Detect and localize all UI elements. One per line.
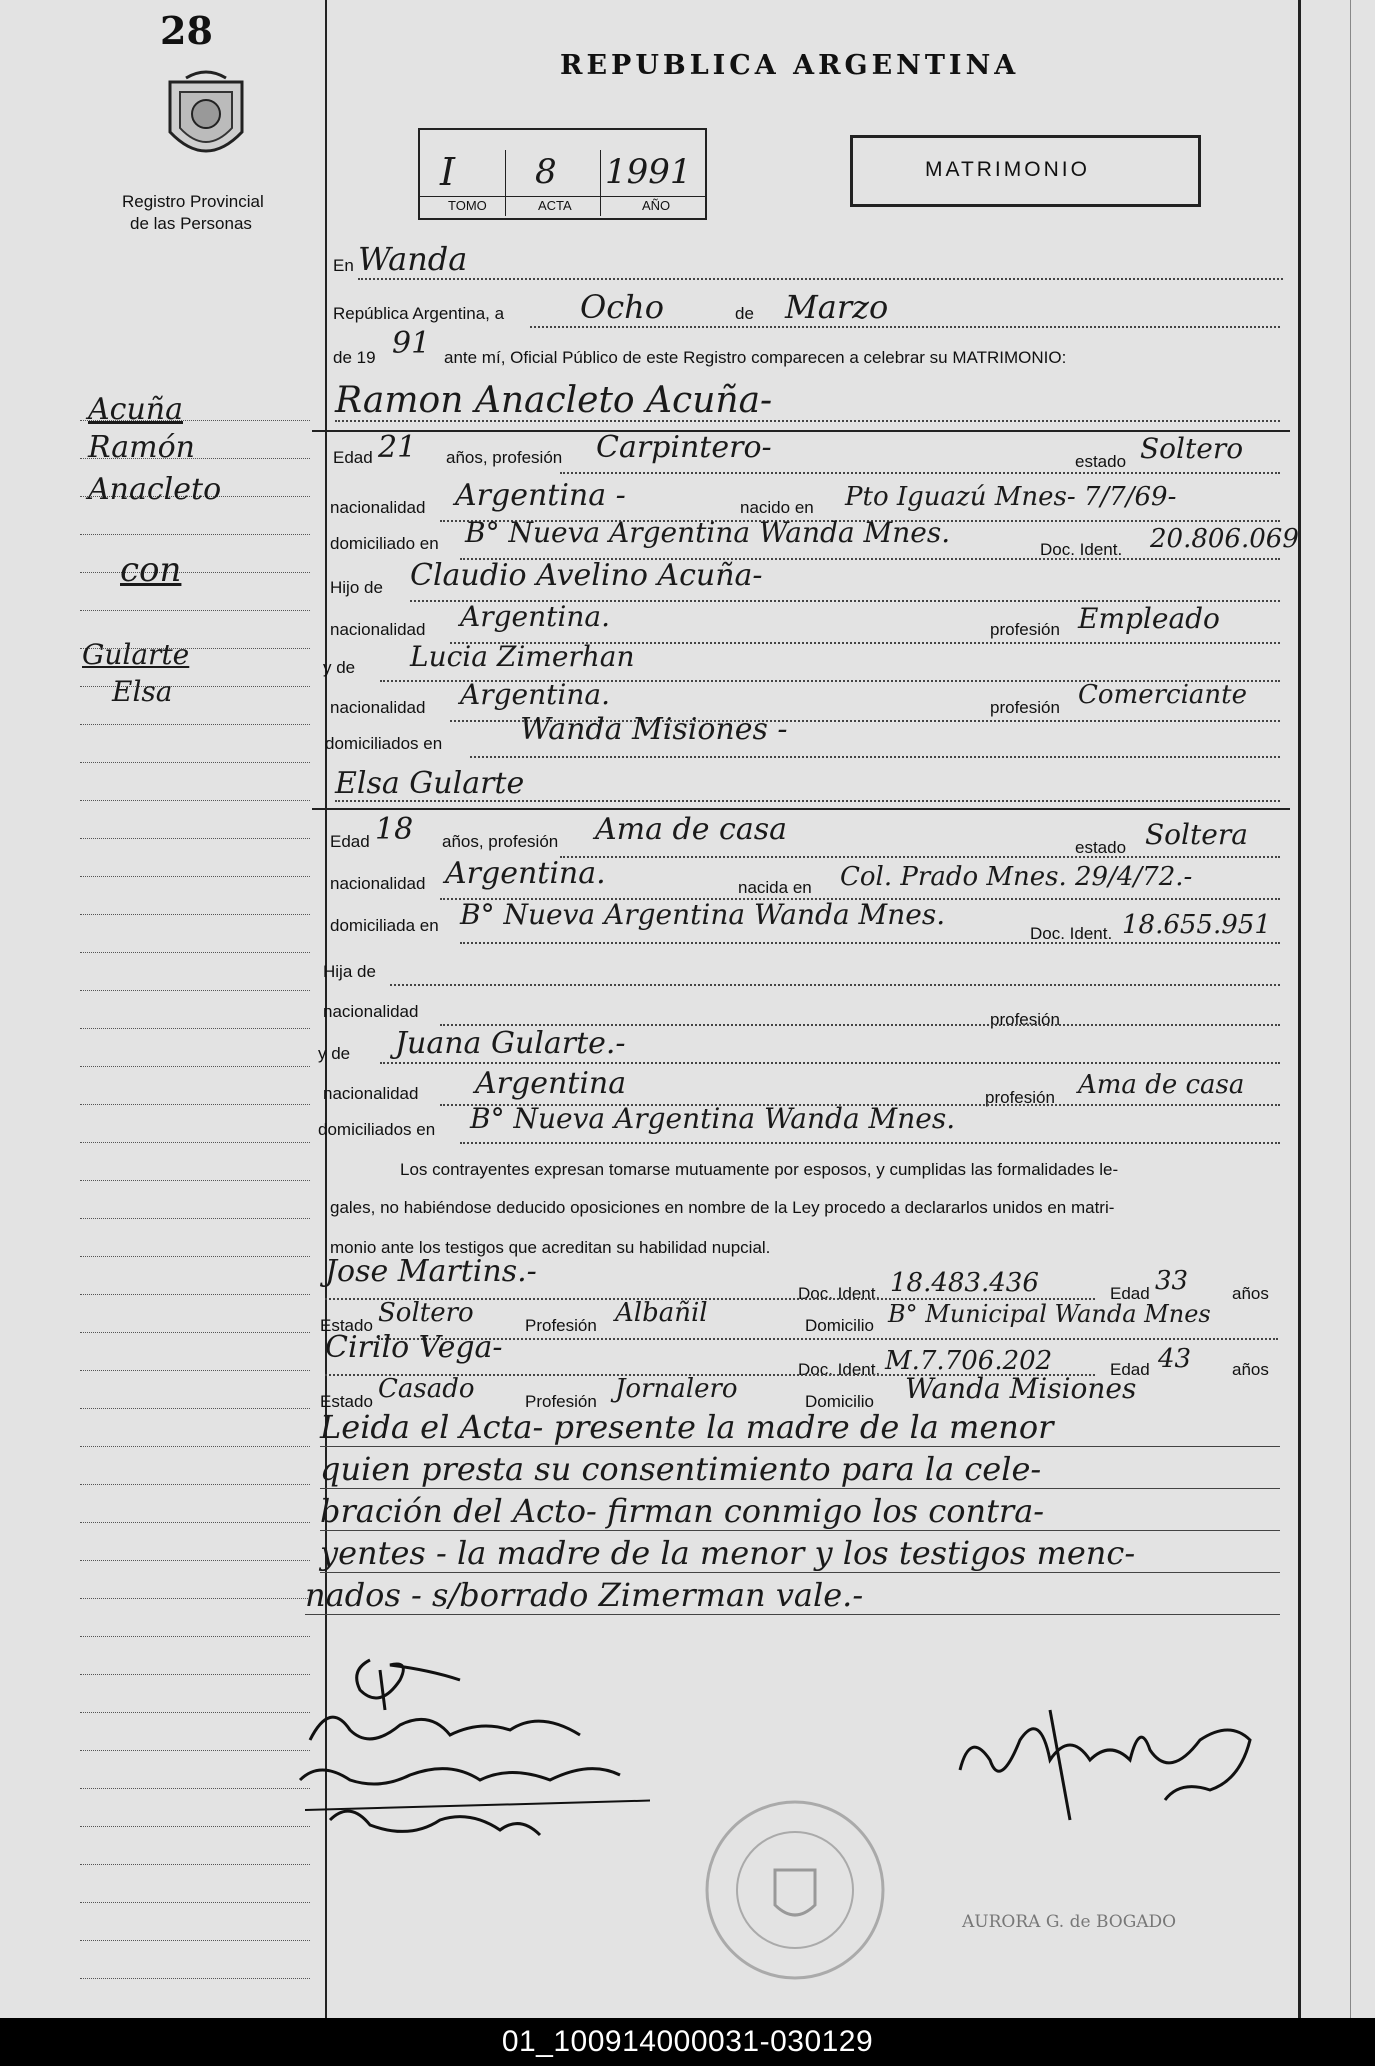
groom-age: 21 xyxy=(378,430,417,465)
witness2-domicile: Wanda Misiones xyxy=(905,1372,1137,1405)
mother-nationality-groom: Argentina. xyxy=(460,678,610,711)
label-bride-nacionalidad: nacionalidad xyxy=(330,874,426,893)
mother-profession-bride: Ama de casa xyxy=(1078,1070,1245,1100)
label-mother-nacionalidad: nacionalidad xyxy=(330,698,426,717)
official-seal-icon xyxy=(700,1790,890,1990)
witness1-doc: 18.483.436 xyxy=(890,1268,1039,1298)
margin-rule xyxy=(80,1180,310,1181)
groom-domicile: B° Nueva Argentina Wanda Mnes. xyxy=(465,516,951,549)
ano-label: AÑO xyxy=(642,198,671,213)
margin-rule xyxy=(80,1788,310,1789)
tomo-value: I xyxy=(440,150,456,194)
label-father-bride-nacionalidad: nacionalidad xyxy=(323,1002,419,1021)
label-domiciliados-en: domiciliados en xyxy=(325,734,443,753)
registry-line-2: de las Personas xyxy=(130,214,252,233)
witness2-doc: M.7.706.202 xyxy=(885,1346,1053,1376)
label-father-profesion: profesión xyxy=(990,620,1060,639)
groom-status: Soltero xyxy=(1140,432,1244,465)
label-republica: República Argentina, a xyxy=(333,304,505,323)
groom-parents-domicile: Wanda Misiones - xyxy=(520,712,788,747)
acta-value: 8 xyxy=(535,152,557,192)
line-place xyxy=(358,278,1283,280)
margin-rule xyxy=(80,838,310,839)
father-profession: Empleado xyxy=(1078,602,1220,635)
groom-doc: 20.806.069 xyxy=(1150,524,1299,554)
margin-rule xyxy=(80,1446,310,1447)
label-anos-profesion: años, profesión xyxy=(446,448,563,467)
label-de: de xyxy=(735,304,754,323)
day: Ocho xyxy=(580,288,665,326)
groom-nationality: Argentina - xyxy=(455,478,626,513)
label-nacida-en: nacida en xyxy=(738,878,812,897)
mother-name-bride: Juana Gularte.- xyxy=(395,1026,626,1061)
bride-rule xyxy=(312,808,1290,810)
margin-rule xyxy=(80,762,310,763)
witness1-domicile: B° Municipal Wanda Mnes xyxy=(888,1300,1211,1328)
record-id-box xyxy=(418,128,707,220)
note-line-3: bración del Acto- firman conmigo los contra- xyxy=(320,1492,1045,1530)
note-rule-5 xyxy=(305,1614,1280,1615)
witness1-profession: Albañil xyxy=(615,1298,708,1328)
signatures-left xyxy=(290,1640,650,1900)
bride-profession: Ama de casa xyxy=(595,812,787,847)
margin-rule xyxy=(80,1598,310,1599)
line-groom-parents-dom xyxy=(470,756,1280,758)
note-rule-3 xyxy=(320,1530,1280,1531)
father-name: Claudio Avelino Acuña- xyxy=(410,558,763,593)
witness1-name: Jose Martins.- xyxy=(325,1254,537,1289)
year-suffix: 91 xyxy=(392,326,431,361)
line-bride-edad xyxy=(560,856,1280,858)
mother-profession-groom: Comerciante xyxy=(1078,680,1247,710)
label-father-bride-profesion: profesión xyxy=(990,1010,1060,1029)
margin-rule xyxy=(80,1560,310,1561)
label-w2-anos: años xyxy=(1232,1360,1269,1379)
label-w2-profesion: Profesión xyxy=(525,1392,597,1411)
margin-rule xyxy=(80,1978,310,1979)
label-w1-edad: Edad xyxy=(1110,1284,1150,1303)
witness2-profession: Jornalero xyxy=(615,1374,738,1404)
note-rule-2 xyxy=(320,1488,1280,1489)
note-rule-1 xyxy=(320,1446,1280,1447)
bride-nationality: Argentina. xyxy=(445,856,606,891)
margin-rule xyxy=(80,1142,310,1143)
label-estado: estado xyxy=(1075,452,1127,471)
label-domiciliada-en: domiciliada en xyxy=(330,916,439,935)
margin-rule xyxy=(80,1636,310,1637)
witness1-status: Soltero xyxy=(378,1298,474,1328)
label-w1-profesion: Profesión xyxy=(525,1316,597,1335)
registry-line-1: Registro Provincial xyxy=(122,192,264,211)
label-w2-doc: Doc. Ident. xyxy=(798,1360,881,1379)
page-number: 28 xyxy=(160,8,213,53)
record-type-box xyxy=(850,135,1201,207)
margin-rule xyxy=(80,572,310,573)
mother-nationality-bride: Argentina xyxy=(475,1066,627,1101)
groom-name: Ramon Anacleto Acuña- xyxy=(335,380,773,421)
label-w2-domicilio: Domicilio xyxy=(805,1392,874,1411)
label-nacionalidad: nacionalidad xyxy=(330,498,426,517)
record-type: MATRIMONIO xyxy=(925,158,1090,181)
margin-rule xyxy=(80,1864,310,1865)
label-year: de 19 xyxy=(333,348,376,367)
margin-rule xyxy=(80,1218,310,1219)
label-w2-estado: Estado xyxy=(320,1392,373,1411)
label-nacido-en: nacido en xyxy=(740,498,814,517)
margin-rule xyxy=(80,1332,310,1333)
margin-rule xyxy=(80,610,310,611)
margin-rule xyxy=(80,1484,310,1485)
label-mother-bride-profesion: profesión xyxy=(985,1088,1055,1107)
label-edad: Edad xyxy=(333,448,373,467)
groom-birth: Pto Iguazú Mnes- 7/7/69- xyxy=(845,482,1177,512)
margin-rule xyxy=(80,990,310,991)
margin-rule xyxy=(80,1256,310,1257)
body-text-line-3: monio ante los testigos que acreditan su habilidad nupcial. xyxy=(330,1238,771,1257)
witness2-age: 43 xyxy=(1158,1344,1192,1374)
label-ante: ante mí, Oficial Público de este Registro comparecen a celebrar su MATRIMONIO: xyxy=(444,348,1067,367)
ano-value: 1991 xyxy=(605,152,692,192)
label-bride-estado: estado xyxy=(1075,838,1127,857)
line-bride-dom xyxy=(460,942,1280,944)
margin-rule xyxy=(80,800,310,801)
margin-rule xyxy=(80,1066,310,1067)
margin-note-bride-name: Elsa xyxy=(112,675,173,708)
line-hija-de xyxy=(390,984,1280,986)
note-line-4: yentes - la madre de la menor y los testigos menc- xyxy=(320,1534,1136,1572)
margin-rule xyxy=(80,1028,310,1029)
note-line-1: Leida el Acta- presente la madre de la menor xyxy=(320,1408,1054,1446)
label-w1-estado: Estado xyxy=(320,1316,373,1335)
bride-parents-domicile: B° Nueva Argentina Wanda Mnes. xyxy=(470,1102,956,1135)
label-father-nacionalidad: nacionalidad xyxy=(330,620,426,639)
label-bride-y-de: y de xyxy=(318,1044,351,1063)
bride-name: Elsa Gularte xyxy=(335,766,525,801)
bride-domicile: B° Nueva Argentina Wanda Mnes. xyxy=(460,898,946,931)
margin-rule xyxy=(80,1370,310,1371)
note-line-2: quien presta su consentimiento para la cele- xyxy=(320,1450,1042,1488)
margin-note-bride-surname: Gularte xyxy=(82,638,190,671)
bride-doc: 18.655.951 xyxy=(1122,910,1271,940)
margin-note-con: con xyxy=(120,550,182,590)
body-text-line-2: gales, no habiéndose deducido oposiciones en nombre de la Ley procedo a declararlos unidos en matri- xyxy=(330,1198,1115,1217)
line-w1-estado xyxy=(378,1338,1278,1340)
margin-rule xyxy=(80,1674,310,1675)
line-bride-parents-dom xyxy=(460,1142,1280,1144)
margin-rule xyxy=(80,1750,310,1751)
label-bride-domiciliados-en: domiciliados en xyxy=(318,1120,436,1139)
margin-rule xyxy=(80,1294,310,1295)
bride-age: 18 xyxy=(375,812,414,847)
label-hija-de: Hija de xyxy=(323,962,376,981)
mother-name-groom: Lucia Zimerhan xyxy=(410,640,635,673)
witness2-name: Cirilo Vega- xyxy=(325,1330,503,1365)
note-rule-4 xyxy=(320,1572,1280,1573)
label-domiciliado-en: domiciliado en xyxy=(330,534,439,553)
province-emblem-icon xyxy=(150,62,262,174)
margin-note-surname: Acuña xyxy=(88,392,183,427)
label-mother-profesion: profesión xyxy=(990,698,1060,717)
label-bride-anos-profesion: años, profesión xyxy=(442,832,559,851)
line-date xyxy=(530,326,1280,328)
margin-rule xyxy=(80,534,310,535)
line-bride-name xyxy=(335,800,1280,802)
label-w1-anos: años xyxy=(1232,1284,1269,1303)
margin-rule xyxy=(80,1940,310,1941)
label-hijo-de: Hijo de xyxy=(330,578,383,597)
label-w1-domicilio: Domicilio xyxy=(805,1316,874,1335)
tomo-label: TOMO xyxy=(448,198,487,213)
label-w2-edad: Edad xyxy=(1110,1360,1150,1379)
acta-label: ACTA xyxy=(538,198,572,213)
label-en: En xyxy=(333,256,354,275)
witness1-age: 33 xyxy=(1155,1266,1189,1296)
image-id-footer: 01_100914000031-030129 xyxy=(0,2018,1375,2066)
official-stamp-text: AURORA G. de BOGADO xyxy=(962,1912,1177,1932)
edge-line xyxy=(1350,0,1351,2018)
margin-rule xyxy=(80,1826,310,1827)
margin-rule xyxy=(80,952,310,953)
margin-rule xyxy=(80,724,310,725)
official-signature xyxy=(950,1700,1270,1830)
label-w1-doc: Doc. Ident. xyxy=(798,1284,881,1303)
country-title: REPUBLICA ARGENTINA xyxy=(560,50,1020,81)
line-mother-bride xyxy=(380,1062,1280,1064)
margin-rule xyxy=(80,914,310,915)
margin-rule xyxy=(80,876,310,877)
right-margin-line xyxy=(1298,0,1301,2018)
label-bride-doc-ident: Doc. Ident. xyxy=(1030,924,1113,943)
label-mother-bride-nacionalidad: nacionalidad xyxy=(323,1084,419,1103)
witness2-status: Casado xyxy=(378,1374,475,1404)
margin-rule xyxy=(80,1902,310,1903)
margin-rule xyxy=(80,1712,310,1713)
margin-note-middlename: Anacleto xyxy=(88,472,222,507)
month: Marzo xyxy=(785,288,889,326)
bride-status: Soltera xyxy=(1145,818,1248,851)
margin-rule xyxy=(80,1408,310,1409)
label-bride-edad: Edad xyxy=(330,832,370,851)
margin-rule xyxy=(80,1104,310,1105)
bride-birth: Col. Prado Mnes. 29/4/72.- xyxy=(840,862,1193,892)
line-groom-edad xyxy=(560,472,1280,474)
margin-rule xyxy=(80,1522,310,1523)
label-y-de: y de xyxy=(323,658,356,677)
line-groom-name xyxy=(335,420,1280,422)
groom-profession: Carpintero- xyxy=(596,430,772,465)
label-doc-ident: Doc. Ident. xyxy=(1040,540,1123,559)
body-text-line-1: Los contrayentes expresan tomarse mutuamente por esposos, y cumplidas las formalidades le- xyxy=(400,1160,1119,1179)
father-nationality: Argentina. xyxy=(460,600,610,633)
margin-note-firstname: Ramón xyxy=(88,430,195,465)
place: Wanda xyxy=(358,240,468,278)
note-line-5: nados - s/borrado Zimerman vale.- xyxy=(305,1576,864,1614)
